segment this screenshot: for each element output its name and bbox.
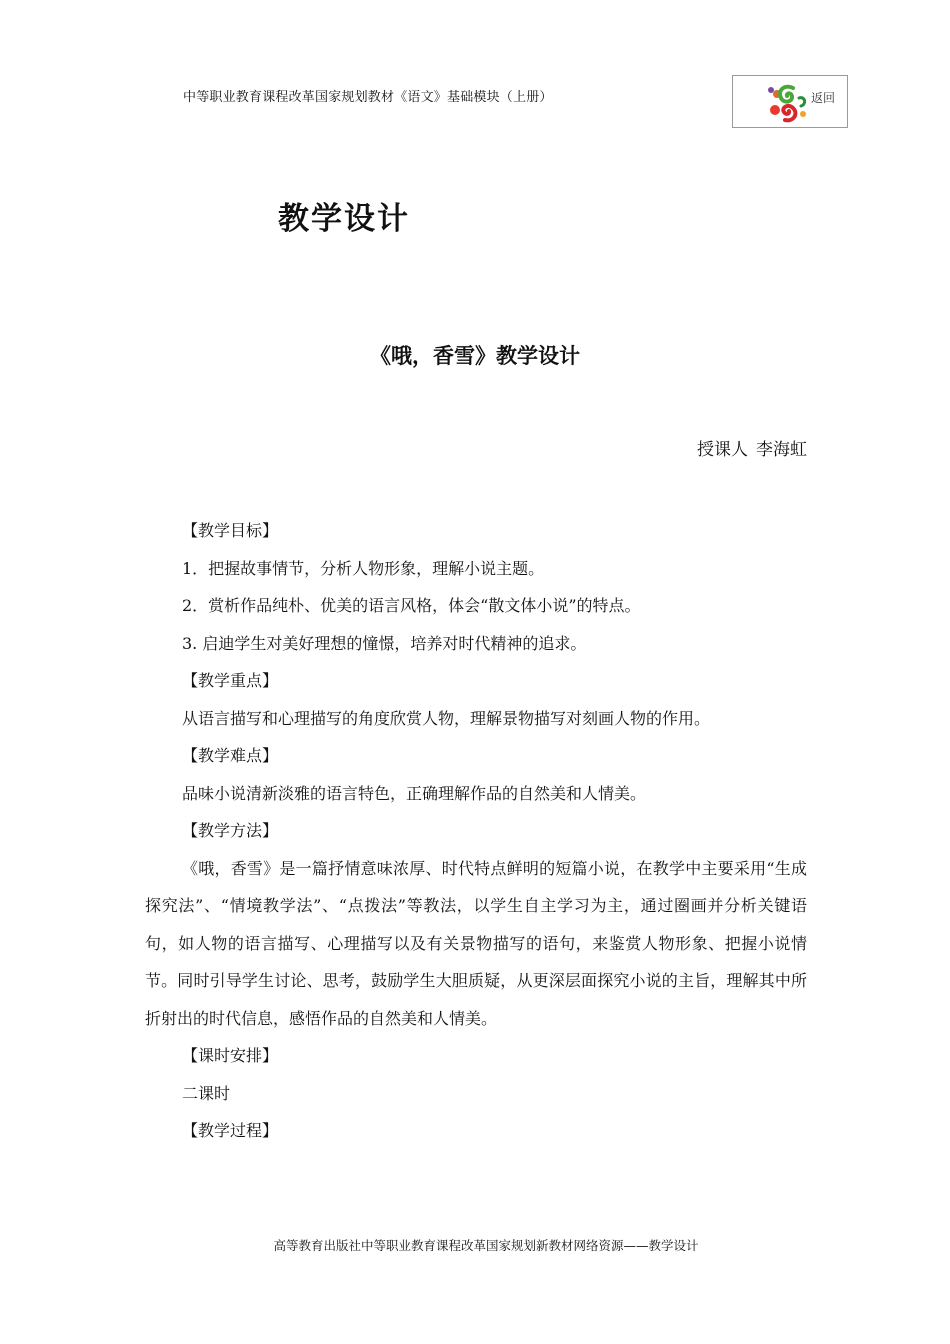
section-title-focus: 【教学重点】 <box>182 671 279 690</box>
document-heading: 教学设计 <box>278 201 410 237</box>
method-text: 《哦，香雪》是一篇抒情意味浓厚、时代特点鲜明的短篇小说，在教学中主要采用“生成探究法”、“情境教学法”、“点拨法”等教法，以学生自主学习为主，通过圈画并分析关键语句，如人物的语言描写、心理描写以及有关景物描写的语句，来鉴赏人物形象、把握小说情节。同时引导学生讨论、思考，鼓励学生大胆质疑，从更深层面探究小说的主旨，理解其中所折射出的时代信息，感悟作品的自然美和人情美。 <box>145 858 807 1028</box>
lesson-title: 《哦，香雪》教学设计 <box>370 344 580 368</box>
return-button[interactable] <box>732 75 848 128</box>
goal-item: 2．赏析作品纯朴、优美的语言风格，体会“散文体小说”的特点。 <box>182 596 641 615</box>
author-line <box>697 435 807 460</box>
focus-text: 从语言描写和心理描写的角度欣赏人物，理解景物描写对刻画人物的作用。 <box>182 708 711 728</box>
return-label: 返回 <box>811 91 836 105</box>
section-title-process: 【教学过程】 <box>182 1121 279 1140</box>
page-header-title: 中等职业教育课程改革国家规划教材《语文》基础模块（上册） <box>183 90 553 105</box>
document-body <box>145 512 807 1150</box>
author-label: 授课人 <box>697 440 748 460</box>
section-title-difficulty: 【教学难点】 <box>182 746 279 765</box>
schedule-text: 二课时 <box>182 1083 231 1103</box>
goal-item: 3. 启迪学生对美好理想的憧憬，培养对时代精神的追求。 <box>182 633 587 653</box>
section-title-goals: 【教学目标】 <box>182 521 279 540</box>
author-name: 李海虹 <box>756 440 807 460</box>
swirl-logo-icon <box>763 80 811 126</box>
page-footer: 高等教育出版社中等职业教育课程改革国家规划新教材网络资源——教学设计 <box>273 1238 699 1253</box>
section-title-schedule: 【课时安排】 <box>182 1046 279 1065</box>
goal-item: 1．把握故事情节，分析人物形象，理解小说主题。 <box>182 558 545 578</box>
section-title-method: 【教学方法】 <box>182 821 279 840</box>
difficulty-text: 品味小说清新淡雅的语言特色，正确理解作品的自然美和人情美。 <box>182 783 647 803</box>
